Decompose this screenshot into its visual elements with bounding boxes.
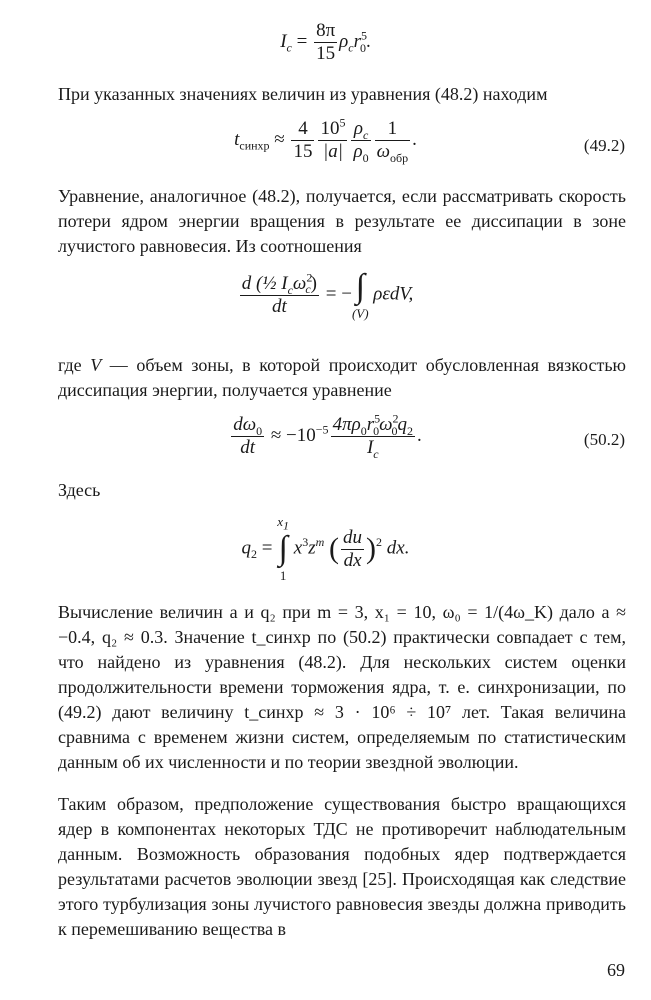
paragraph-6: Таким образом, предположение существования быстро вращающихся ядер в компонентах некоторых ТДС не противоречит наблюдательным данным. Возможность образования подобных ядер подтверждается результатами расчетов эволюции звезд [25]. Происходящая как следствие этого турбулизация зоны лучистого равновесия звезды должна приводить к перемешиванию вещества в <box>58 794 626 939</box>
paragraph-3: где V — объем зоны, в которой происходит обусловленная вязкостью диссипация энергии, получается уравнение <box>58 355 626 400</box>
paragraph-5: Вычисление величин a и q₂ при m = 3, x₁ = 10, ω₀ = 1/(4ω_K) дало a ≈ −0.4, q₂ ≈ 0.3. Значение t_синхр по (50.2) практически совпадает с тем, что найдено из уравнения (48.2). Для нескольких систем оценки продолжительности времени торможения ядра, т. е. синхронизации, по (49.2) дают величину t_синхр ≈ 3 · 10⁶ ÷ 10⁷ лет. Такая величина сравнима с временем жизни систем, определяемым по статистическим данным об их численности и по теории звездной эволюции. <box>58 602 626 772</box>
equation-moment-of-inertia: $I_c$ = $\frac{8\pi}{15}$ $\rho_cr^5_0$. <box>280 20 371 64</box>
paragraph-4: Здесь <box>58 480 101 500</box>
paragraph-1: При указанных значениях величин из уравнения (48.2) находим <box>58 84 548 104</box>
equation-49-2: $t_{синхр}$ ≈ $\frac{4}{15}$ $\frac{10^5}{|a|}$ $\frac{\rho_c}{\rho_0}$ $\frac{1}{\omega_{обр}}$ . <box>234 115 417 165</box>
equation-50-2: $\frac{d\omega_0}{dt}$ ≈ $-10^{-5}$ $\frac{4\pi\rho_0r^5_0\omega^2_0q_2}{I_c}$ . <box>233 411 422 461</box>
page-number: 69 <box>607 960 625 980</box>
paragraph-2: Уравнение, аналогичное (48.2), получается, если рассматривать скорость потери ядром энергии вращения в результате ее диссипации в зоне лучистого равновесия. Из соотношения <box>58 186 626 256</box>
equation-number-50-2: (50.2) <box>583 430 625 449</box>
equation-dissipation: $\frac{d (\frac{1}{2} I_c\omega^2_c)}{dt}$ = − ∫ (V) ρεdV, <box>241 268 414 321</box>
equation-number-49-2: (49.2) <box>583 136 625 155</box>
equation-q2: $q_2$ = $x_1$ ∫ 1 $x^3z^m$ ( $\frac{du}{dx}$ )$^2$ dx. <box>241 514 410 583</box>
